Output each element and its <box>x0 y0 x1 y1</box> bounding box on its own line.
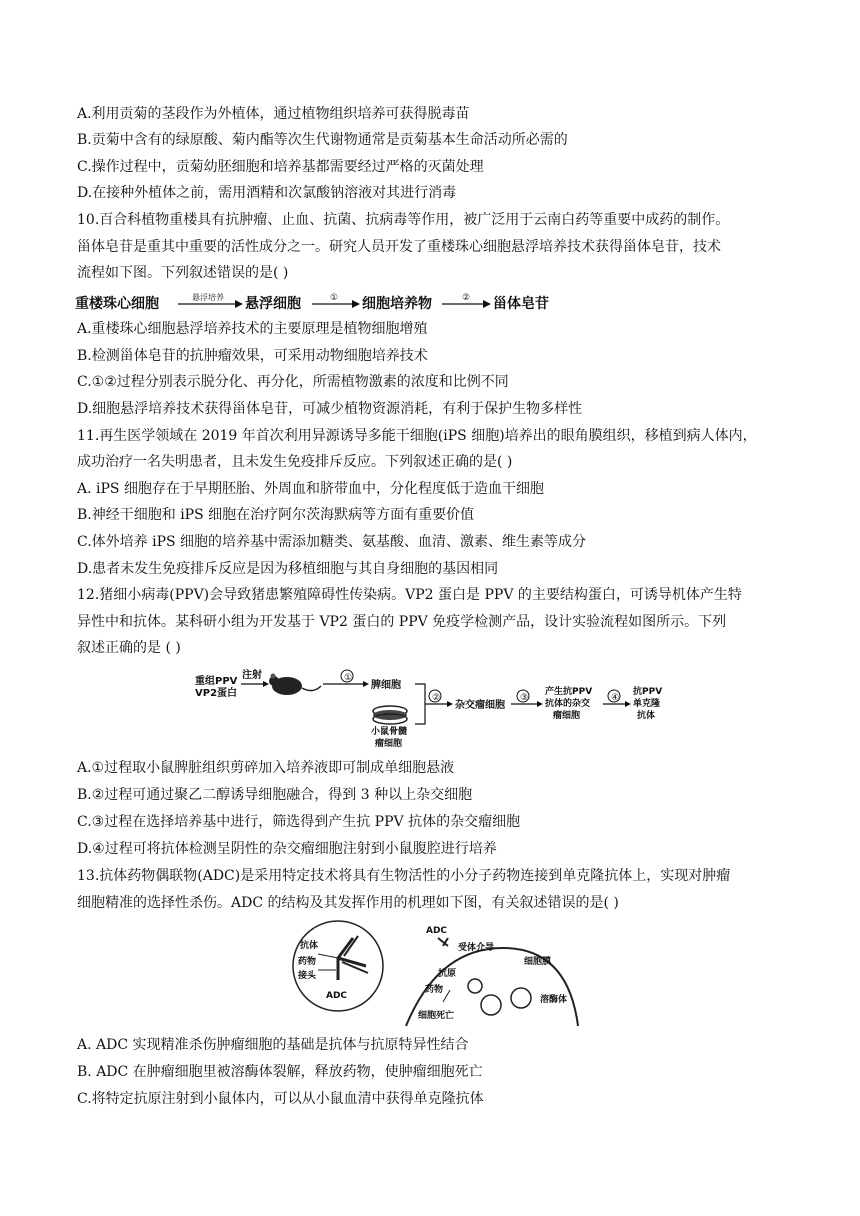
drug-release-arrow <box>443 990 450 1002</box>
lysosome-icon <box>511 988 531 1008</box>
q10-option-c: C.①②过程分别表示脱分化、再分化，所需植物激素的浓度和比例不同 <box>77 374 509 390</box>
q12-option-c: C.③过程在选择培养基中进行，筛选得到产生抗 PPV 抗体的杂交瘤细胞 <box>77 814 521 830</box>
q9-option-a: A.利用贡菊的茎段作为外植体，通过植物组织培养可获得脱毒苗 <box>77 106 470 122</box>
q12-stem-line1: 12.猪细小病毒(PPV)会导致猪患繁殖障碍性传染病。VP2 蛋白是 PPV 的主要结构蛋白，可诱导机体产生特 <box>77 587 742 603</box>
flow-node-saponin: 甾体皂苷 <box>493 296 549 312</box>
flow-arrow-label-suspension: 悬浮培养 <box>192 293 224 302</box>
label-membrane: 细胞膜 <box>524 957 552 967</box>
step-3-label: ③ <box>520 693 529 703</box>
q13-option-b: B. ADC 在肿瘤细胞里被溶酶体裂解，释放药物，使肿瘤细胞死亡 <box>77 1064 483 1080</box>
flow-arrowhead-3 <box>483 300 491 308</box>
label-myeloma-line1: 小鼠骨髓 <box>371 727 408 737</box>
label-recombinant-ppv: 重组PPV <box>195 676 238 687</box>
flow-arrow-label-1: ① <box>330 293 339 303</box>
label-spleen-cell: 脾细胞 <box>371 680 401 691</box>
label-hybridoma: 杂交瘤细胞 <box>455 700 505 711</box>
label-linker: 接头 <box>298 971 317 981</box>
q13-option-a: A. ADC 实现精准杀伤肿瘤细胞的基础是抗体与抗原特异性结合 <box>77 1037 469 1053</box>
flow-arrow-label-2: ② <box>462 293 471 303</box>
q12-process-diagram <box>195 664 675 752</box>
label-vp2-protein: VP2蛋白 <box>195 688 238 699</box>
label-positive-line1: 产生抗PPV <box>545 687 593 697</box>
label-drug: 药物 <box>298 957 317 967</box>
label-mab-line1: 抗PPV <box>633 687 663 697</box>
flow-node-zhuxin-cell: 重楼珠心细胞 <box>75 296 159 312</box>
label-mab-line2: 单克隆 <box>633 699 661 709</box>
label-lysosome: 溶酶体 <box>540 995 568 1005</box>
q12-option-d: D.④过程可将抗体检测呈阴性的杂交瘤细胞注射到小鼠腹腔进行培养 <box>77 841 497 857</box>
label-myeloma-line2: 瘤细胞 <box>375 739 403 749</box>
q11-stem-line1: 11.再生医学领域在 2019 年首次利用异源诱导多能干细胞(iPS 细胞)培养出的眼角膜组织，移植到病人体内， <box>77 428 757 444</box>
label-adc-top: ADC <box>426 926 448 936</box>
label-mab-line3: 抗体 <box>637 711 656 721</box>
q13-option-c: C.将特定抗原注射到小鼠体内，可以从小鼠血清中获得单克隆抗体 <box>77 1091 484 1107</box>
label-positive-line3: 瘤细胞 <box>553 711 581 721</box>
label-adc-structure: ADC <box>326 991 348 1001</box>
q10-option-b: B.检测甾体皂苷的抗肿瘤效果，可采用动物细胞培养技术 <box>77 348 428 364</box>
label-inject: 注射 <box>242 670 262 681</box>
label-cell-death: 细胞死亡 <box>418 1011 455 1021</box>
arrowhead-step3 <box>537 701 543 707</box>
q13-adc-diagram <box>278 918 588 1028</box>
q10-stem-line3: 流程如下图。下列叙述错误的是( ) <box>77 265 289 281</box>
arrowhead-step4 <box>625 701 631 707</box>
q12-stem-line2: 异性中和抗体。某科研小组为开发基于 VP2 蛋白的 PPV 免疫学检测产品，设计实验流程如图所示。下列 <box>77 614 727 630</box>
q12-option-b: B.②过程可通过聚乙二醇诱导细胞融合，得到 3 种以上杂交细胞 <box>77 787 473 803</box>
label-positive-line2: 抗体的杂交 <box>545 699 591 709</box>
q13-stem-line1: 13.抗体药物偶联物(ADC)是采用特定技术将具有生物活性的小分子药物连接到单克隆抗体上，实现对肿瘤 <box>77 868 731 884</box>
q9-option-c: C.操作过程中，贡菊幼胚细胞和培养基都需要经过严格的灭菌处理 <box>77 159 484 175</box>
q11-option-a: A. iPS 细胞存在于早期胚胎、外周血和脐带血中，分化程度低于造血干细胞 <box>77 481 544 497</box>
label-receptor: 受体介导 <box>458 943 495 953</box>
mouse-icon <box>269 674 321 696</box>
q12-stem-line3: 叙述正确的是 ( ) <box>77 640 181 656</box>
q11-option-c: C.体外培养 iPS 细胞的培养基中需添加糖类、氨基酸、血清、激素、维生素等成分 <box>77 534 587 550</box>
flow-node-suspension-cell: 悬浮细胞 <box>245 296 301 312</box>
flow-arrowhead-2 <box>352 300 360 308</box>
merge-bracket <box>415 684 425 724</box>
label-antibody: 抗体 <box>300 941 319 951</box>
q10-stem-line1: 10.百合科植物重楼具有抗肿瘤、止血、抗菌、抗病毒等作用，被广泛用于云南白药等重要中成药的制作。 <box>77 212 730 228</box>
label-drug2: 药物 <box>425 985 444 995</box>
q10-option-a: A.重楼珠心细胞悬浮培养技术的主要原理是植物细胞增殖 <box>77 321 428 337</box>
q9-option-d: D.在接种外植体之前，需用酒精和次氯酸钠溶液对其进行消毒 <box>77 185 457 201</box>
label-antigen: 抗原 <box>438 969 457 979</box>
adc-small-icon <box>438 938 448 946</box>
antibody-icon <box>318 936 368 980</box>
q9-option-b: B.贡菊中含有的绿原酸、菊内酯等次生代谢物通常是贡菊基本生命活动所必需的 <box>77 132 568 148</box>
endosome-icon-2 <box>481 995 501 1015</box>
q10-stem-line2: 甾体皂苷是重其中重要的活性成分之一。研究人员开发了重楼珠心细胞悬浮培养技术获得甾体皂苷，技术 <box>77 239 721 255</box>
step-4-label: ④ <box>611 693 620 703</box>
q10-option-d: D.细胞悬浮培养技术获得甾体皂苷，可减少植物资源消耗，有利于保护生物多样性 <box>77 401 583 417</box>
q11-stem-line2: 成功治疗一名失明患者，且未发生免疫排斥反应。下列叙述正确的是( ) <box>77 454 513 470</box>
step-2-label: ② <box>432 693 441 703</box>
petri-dish-icon <box>373 706 407 724</box>
q11-option-b: B.神经干细胞和 iPS 细胞在治疗阿尔茨海默病等方面有重要价值 <box>77 507 475 523</box>
arrowhead-step2 <box>447 701 453 707</box>
q13-stem-line2: 细胞精准的选择性杀伤。ADC 的结构及其发挥作用的机理如下图，有关叙述错误的是( ) <box>77 895 619 911</box>
q12-option-a: A.①过程取小鼠脾脏组织剪碎加入培养液即可制成单细胞悬液 <box>77 760 455 776</box>
endosome-icon-1 <box>468 979 482 993</box>
arrowhead-inject <box>263 681 269 687</box>
arrowhead-step1 <box>363 681 369 687</box>
flow-arrowhead-1 <box>235 300 243 308</box>
q10-flow-diagram <box>75 288 575 318</box>
flow-node-culture: 细胞培养物 <box>362 296 432 312</box>
step-1-label: ① <box>344 673 353 683</box>
q11-option-d: D.患者未发生免疫排斥反应是因为移植细胞与其自身细胞的基因相同 <box>77 561 499 577</box>
